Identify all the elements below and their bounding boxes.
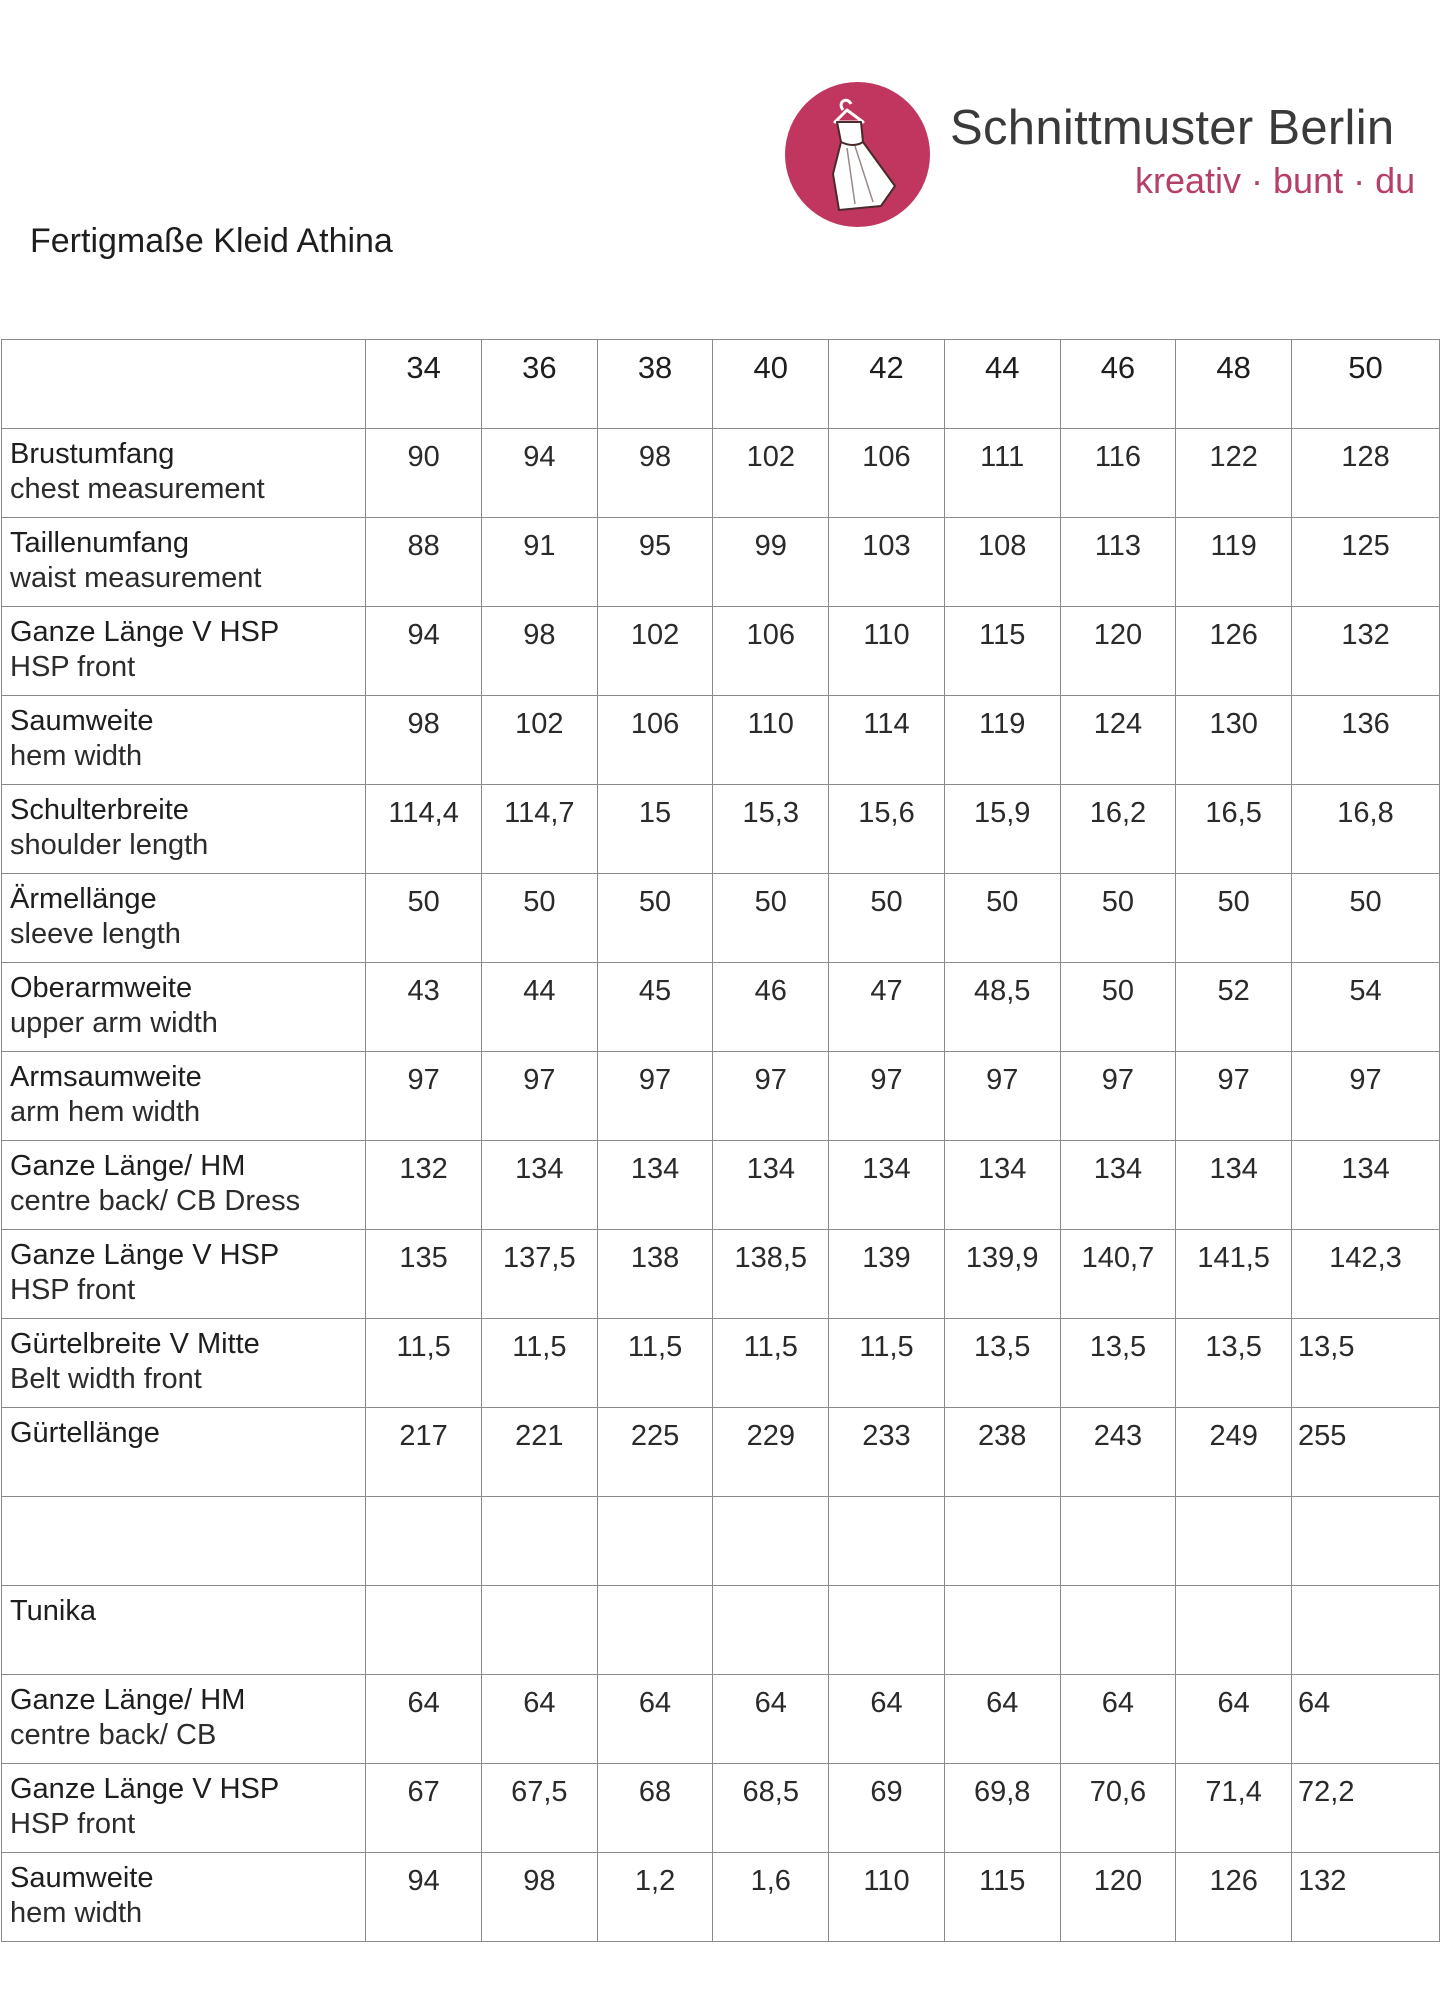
value-cell: [366, 1497, 482, 1586]
row-label-german: Schulterbreite: [10, 794, 189, 826]
value-cell: 15,6: [829, 785, 945, 874]
row-label-german: Gürtelbreite V Mitte: [10, 1328, 260, 1360]
value-cell: 137,5: [481, 1230, 597, 1319]
value-cell: 125: [1292, 518, 1440, 607]
value-cell: 106: [597, 696, 713, 785]
row-label-german: Ganze Länge/ HM: [10, 1150, 246, 1182]
value-cell: 67: [366, 1764, 482, 1853]
value-cell: 110: [829, 1853, 945, 1942]
table-row: [2, 785, 1440, 874]
value-cell: 15,3: [713, 785, 829, 874]
page-title: Fertigmaße Kleid Athina: [30, 222, 393, 260]
row-label-german: Armsaumweite: [10, 1061, 202, 1093]
row-label-english: centre back/ CB: [10, 1719, 217, 1751]
size-header-cell: 48: [1176, 340, 1292, 429]
value-cell: 43: [366, 963, 482, 1052]
row-label-german: Gürtellänge: [10, 1417, 160, 1449]
value-cell: 64: [829, 1675, 945, 1764]
value-cell: 142,3: [1292, 1230, 1440, 1319]
brand-logo: [785, 82, 930, 227]
row-label-german: Ganze Länge V HSP: [10, 1239, 280, 1271]
value-cell: 119: [944, 696, 1060, 785]
value-cell: 225: [597, 1408, 713, 1497]
value-cell: 16,5: [1176, 785, 1292, 874]
value-cell: 122: [1176, 429, 1292, 518]
value-cell: 16,2: [1060, 785, 1176, 874]
value-cell: 1,2: [597, 1853, 713, 1942]
row-label-german: Saumweite: [10, 1862, 154, 1894]
value-cell: [597, 1586, 713, 1675]
row-label-cell: [2, 963, 366, 1052]
table-row: [2, 1141, 1440, 1230]
value-cell: 120: [1060, 607, 1176, 696]
value-cell: 132: [1292, 1853, 1440, 1942]
row-label-english: arm hem width: [10, 1096, 201, 1128]
value-cell: 50: [481, 874, 597, 963]
value-cell: 97: [481, 1052, 597, 1141]
value-cell: [1176, 1497, 1292, 1586]
value-cell: 110: [829, 607, 945, 696]
value-cell: 50: [366, 874, 482, 963]
value-cell: 120: [1060, 1853, 1176, 1942]
value-cell: [713, 1497, 829, 1586]
row-label-german: Brustumfang: [10, 438, 175, 470]
measurement-table: [1, 339, 1440, 1942]
value-cell: 134: [1060, 1141, 1176, 1230]
value-cell: 97: [366, 1052, 482, 1141]
row-label-cell: [2, 1764, 366, 1853]
row-label-english: sleeve length: [10, 918, 181, 950]
value-cell: 64: [1176, 1675, 1292, 1764]
value-cell: 97: [713, 1052, 829, 1141]
value-cell: 132: [1292, 607, 1440, 696]
row-label-cell: [2, 429, 366, 518]
value-cell: 110: [713, 696, 829, 785]
value-cell: 50: [1060, 963, 1176, 1052]
value-cell: 11,5: [829, 1319, 945, 1408]
value-cell: 64: [597, 1675, 713, 1764]
value-cell: 50: [944, 874, 1060, 963]
header-corner-cell: [2, 340, 366, 429]
row-label-english: shoulder length: [10, 829, 209, 861]
size-header-cell: 38: [597, 340, 713, 429]
row-label-german: Saumweite: [10, 705, 154, 737]
value-cell: 97: [597, 1052, 713, 1141]
value-cell: 114: [829, 696, 945, 785]
value-cell: 11,5: [366, 1319, 482, 1408]
value-cell: 102: [713, 429, 829, 518]
value-cell: 52: [1176, 963, 1292, 1052]
value-cell: 11,5: [713, 1319, 829, 1408]
value-cell: 50: [713, 874, 829, 963]
table-row: [2, 1319, 1440, 1408]
value-cell: [366, 1586, 482, 1675]
value-cell: 16,8: [1292, 785, 1440, 874]
row-label-english: HSP front: [10, 1808, 136, 1840]
value-cell: 94: [366, 607, 482, 696]
value-cell: 138,5: [713, 1230, 829, 1319]
value-cell: 134: [481, 1141, 597, 1230]
value-cell: [1060, 1497, 1176, 1586]
row-label-cell: [2, 696, 366, 785]
row-label-cell: [2, 1141, 366, 1230]
value-cell: [1060, 1586, 1176, 1675]
value-cell: 70,6: [1060, 1764, 1176, 1853]
table-row: [2, 1230, 1440, 1319]
value-cell: 88: [366, 518, 482, 607]
value-cell: 116: [1060, 429, 1176, 518]
row-label-cell: [2, 1408, 366, 1497]
value-cell: [829, 1586, 945, 1675]
row-label-english: chest measurement: [10, 473, 265, 505]
table-row: [2, 1586, 1440, 1675]
value-cell: 128: [1292, 429, 1440, 518]
value-cell: 64: [713, 1675, 829, 1764]
value-cell: 102: [481, 696, 597, 785]
value-cell: 134: [713, 1141, 829, 1230]
value-cell: 97: [1060, 1052, 1176, 1141]
row-label-german: Tunika: [10, 1595, 96, 1627]
value-cell: 103: [829, 518, 945, 607]
row-label-german: Ganze Länge V HSP: [10, 616, 280, 648]
row-label-cell: [2, 1853, 366, 1942]
brand-name: Schnittmuster Berlin: [950, 101, 1395, 155]
value-cell: 97: [829, 1052, 945, 1141]
value-cell: 249: [1176, 1408, 1292, 1497]
value-cell: 15,9: [944, 785, 1060, 874]
value-cell: 47: [829, 963, 945, 1052]
value-cell: 134: [597, 1141, 713, 1230]
value-cell: 90: [366, 429, 482, 518]
value-cell: [944, 1586, 1060, 1675]
value-cell: 50: [1292, 874, 1440, 963]
value-cell: 68: [597, 1764, 713, 1853]
value-cell: 113: [1060, 518, 1176, 607]
value-cell: 50: [1060, 874, 1176, 963]
value-cell: 238: [944, 1408, 1060, 1497]
value-cell: 50: [1176, 874, 1292, 963]
row-label-english: waist measurement: [10, 562, 262, 594]
value-cell: 134: [1176, 1141, 1292, 1230]
value-cell: 106: [713, 607, 829, 696]
value-cell: 69: [829, 1764, 945, 1853]
value-cell: 95: [597, 518, 713, 607]
value-cell: 64: [1292, 1675, 1440, 1764]
value-cell: 64: [366, 1675, 482, 1764]
dress-on-hanger-icon: [785, 82, 930, 227]
value-cell: 97: [944, 1052, 1060, 1141]
row-label-english: upper arm width: [10, 1007, 218, 1039]
value-cell: [1176, 1586, 1292, 1675]
value-cell: 134: [1292, 1141, 1440, 1230]
value-cell: 140,7: [1060, 1230, 1176, 1319]
row-label-cell: [2, 1319, 366, 1408]
value-cell: 130: [1176, 696, 1292, 785]
value-cell: 97: [1292, 1052, 1440, 1141]
value-cell: [597, 1497, 713, 1586]
value-cell: 67,5: [481, 1764, 597, 1853]
table-row: [2, 1497, 1440, 1586]
value-cell: 115: [944, 1853, 1060, 1942]
row-label-cell: [2, 518, 366, 607]
row-label-cell: [2, 874, 366, 963]
value-cell: 11,5: [597, 1319, 713, 1408]
value-cell: 229: [713, 1408, 829, 1497]
value-cell: 221: [481, 1408, 597, 1497]
size-header-cell: 50: [1292, 340, 1440, 429]
row-label-cell: [2, 1052, 366, 1141]
value-cell: 233: [829, 1408, 945, 1497]
row-label-german: Taillenumfang: [10, 527, 189, 559]
row-label-cell: [2, 607, 366, 696]
value-cell: 138: [597, 1230, 713, 1319]
value-cell: 114,4: [366, 785, 482, 874]
value-cell: 243: [1060, 1408, 1176, 1497]
table-row: [2, 874, 1440, 963]
value-cell: 136: [1292, 696, 1440, 785]
value-cell: 91: [481, 518, 597, 607]
row-label-german: Ärmellänge: [10, 883, 157, 915]
size-header-cell: 44: [944, 340, 1060, 429]
value-cell: 68,5: [713, 1764, 829, 1853]
value-cell: 99: [713, 518, 829, 607]
value-cell: [829, 1497, 945, 1586]
size-header-row: [2, 340, 1440, 429]
row-label-english: centre back/ CB Dress: [10, 1185, 301, 1217]
value-cell: 111: [944, 429, 1060, 518]
value-cell: 108: [944, 518, 1060, 607]
value-cell: 11,5: [481, 1319, 597, 1408]
row-label-english: HSP front: [10, 651, 136, 683]
value-cell: 45: [597, 963, 713, 1052]
row-label-german: Ganze Länge/ HM: [10, 1684, 246, 1716]
table-row: [2, 429, 1440, 518]
value-cell: 124: [1060, 696, 1176, 785]
value-cell: 141,5: [1176, 1230, 1292, 1319]
value-cell: 69,8: [944, 1764, 1060, 1853]
value-cell: 15: [597, 785, 713, 874]
value-cell: [481, 1497, 597, 1586]
value-cell: 13,5: [1292, 1319, 1440, 1408]
value-cell: 48,5: [944, 963, 1060, 1052]
value-cell: 135: [366, 1230, 482, 1319]
table-row: [2, 963, 1440, 1052]
value-cell: 134: [829, 1141, 945, 1230]
value-cell: 102: [597, 607, 713, 696]
value-cell: 54: [1292, 963, 1440, 1052]
row-label-english: HSP front: [10, 1274, 136, 1306]
value-cell: 217: [366, 1408, 482, 1497]
table-row: [2, 1853, 1440, 1942]
value-cell: 64: [944, 1675, 1060, 1764]
value-cell: 106: [829, 429, 945, 518]
table-row: [2, 1675, 1440, 1764]
row-label-cell: [2, 1497, 366, 1586]
value-cell: 1,6: [713, 1853, 829, 1942]
value-cell: 44: [481, 963, 597, 1052]
table-row: [2, 607, 1440, 696]
value-cell: 50: [597, 874, 713, 963]
value-cell: 126: [1176, 607, 1292, 696]
row-label-german: Oberarmweite: [10, 972, 193, 1004]
size-header-cell: 36: [481, 340, 597, 429]
value-cell: 115: [944, 607, 1060, 696]
row-label-english: Belt width front: [10, 1363, 202, 1395]
value-cell: 64: [1060, 1675, 1176, 1764]
table-row: [2, 518, 1440, 607]
size-header-cell: 42: [829, 340, 945, 429]
row-label-english: hem width: [10, 740, 143, 772]
value-cell: 50: [829, 874, 945, 963]
row-label-english: hem width: [10, 1897, 143, 1929]
row-label-german: Ganze Länge V HSP: [10, 1773, 280, 1805]
value-cell: 126: [1176, 1853, 1292, 1942]
value-cell: [944, 1497, 1060, 1586]
row-label-cell: [2, 1675, 366, 1764]
table-row: [2, 696, 1440, 785]
value-cell: 98: [597, 429, 713, 518]
size-header-cell: 46: [1060, 340, 1176, 429]
value-cell: 13,5: [1176, 1319, 1292, 1408]
value-cell: 119: [1176, 518, 1292, 607]
value-cell: [1292, 1586, 1440, 1675]
row-label-cell: [2, 1586, 366, 1675]
table-row: [2, 1408, 1440, 1497]
value-cell: 97: [1176, 1052, 1292, 1141]
value-cell: 132: [366, 1141, 482, 1230]
value-cell: 255: [1292, 1408, 1440, 1497]
row-label-cell: [2, 785, 366, 874]
row-label-cell: [2, 1230, 366, 1319]
value-cell: 72,2: [1292, 1764, 1440, 1853]
value-cell: 94: [481, 429, 597, 518]
value-cell: 114,7: [481, 785, 597, 874]
value-cell: 71,4: [1176, 1764, 1292, 1853]
value-cell: 46: [713, 963, 829, 1052]
size-header-cell: 40: [713, 340, 829, 429]
value-cell: [1292, 1497, 1440, 1586]
value-cell: 98: [481, 1853, 597, 1942]
table-row: [2, 1052, 1440, 1141]
value-cell: [481, 1586, 597, 1675]
value-cell: [713, 1586, 829, 1675]
value-cell: 13,5: [944, 1319, 1060, 1408]
value-cell: 94: [366, 1853, 482, 1942]
table-row: [2, 1764, 1440, 1853]
brand-tagline: kreativ · bunt · du: [1135, 160, 1416, 201]
size-header-cell: 34: [366, 340, 482, 429]
value-cell: 13,5: [1060, 1319, 1176, 1408]
value-cell: 98: [481, 607, 597, 696]
value-cell: 134: [944, 1141, 1060, 1230]
value-cell: 139,9: [944, 1230, 1060, 1319]
value-cell: 64: [481, 1675, 597, 1764]
value-cell: 98: [366, 696, 482, 785]
value-cell: 139: [829, 1230, 945, 1319]
